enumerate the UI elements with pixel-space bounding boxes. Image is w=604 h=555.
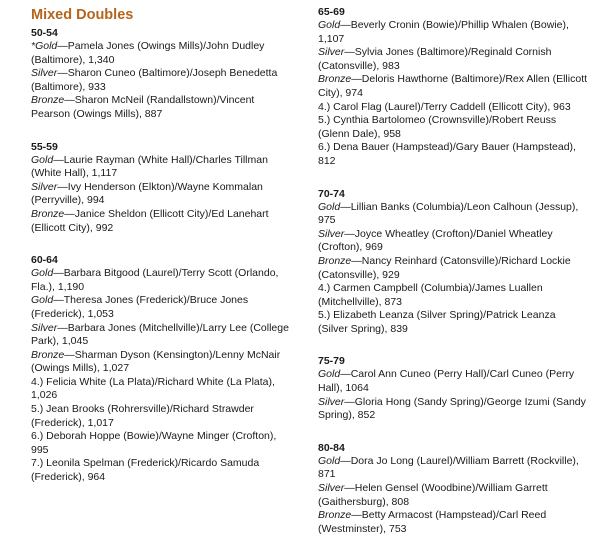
result-entry [318,114,588,141]
result-entry [318,73,588,100]
result-text: —Sharman Dyson (Kensington)/Lenny McNair (Owings Mills), 1,027 [31,348,281,375]
result-entry [31,403,293,430]
age-group-heading: 65-69 [318,6,345,18]
result-entry [31,457,293,484]
right-groups [318,6,588,536]
result-entry [318,482,588,509]
result-entry [318,228,588,255]
medal-label: Bronze [318,254,352,267]
medal-label: Gold [31,294,54,307]
result-entry [318,309,588,336]
age-group-heading: 75-79 [318,355,345,368]
result-entry [31,267,293,294]
result-entry [318,509,588,536]
medal-label: Gold [318,200,341,213]
result-text: —Laurie Rayman (White Hall)/Charles Tillman (White Hall), 1,117 [31,153,268,180]
medal-label: Silver [318,395,345,408]
result-entry [318,396,588,423]
result-text: 5.) Cynthia Bartolomeo (Crownsville)/Robert Reuss (Glenn Dale), 958 [318,114,557,140]
age-group [318,188,588,337]
result-text: 4.) Carmen Campbell (Columbia)/James Luallen (Mitchellville), 873 [318,282,543,308]
result-text: —Nancy Reinhard (Catonsville)/Richard Lockie (Catonsville), 929 [318,254,571,281]
result-text: —Barbara Bitgood (Laurel)/Terry Scott (Orlando, Fla.), 1,190 [31,267,279,293]
result-entry [31,376,293,403]
result-entry [318,455,588,482]
medal-label: Silver [31,321,58,334]
medal-label: Bronze [318,509,352,522]
result-entry [31,208,293,235]
medal-label: Bronze [31,94,65,107]
page-title: Mixed Doubles [31,7,134,23]
medal-label: *Gold [31,40,58,52]
result-text: 5.) Elizabeth Leanza (Silver Spring)/Patrick Leanza (Silver Spring), 839 [318,309,556,335]
result-text: 6.) Dena Bauer (Hampstead)/Gary Bauer (Hampstead), 812 [318,141,576,167]
result-text: —Beverly Cronin (Bowie)/Phillip Whalen (Bowie), 1,107 [318,19,569,45]
result-entry [318,255,588,282]
age-group-heading: 50-54 [31,27,58,39]
medal-label: Bronze [318,73,352,86]
result-entry [31,322,293,349]
age-group [31,141,293,236]
result-text: —Deloris Hawthorne (Baltimore)/Rex Allen (Ellicott City), 974 [318,73,588,99]
result-text: —Joyce Wheatley (Crofton)/Daniel Wheatley (Crofton), 969 [318,227,553,254]
result-text: —Helen Gensel (Woodbine)/William Garrett (Gaithersburg), 808 [318,482,548,508]
left-column [31,6,293,504]
result-entry [31,349,293,376]
result-text: —Theresa Jones (Frederick)/Bruce Jones (Frederick), 1,053 [31,294,249,320]
result-text: 4.) Carol Flag (Laurel)/Terry Caddell (Ellicott City), 963 [318,100,571,113]
result-text: —Sharon McNeil (Randallstown)/Vincent Pearson (Owings Mills), 887 [31,94,255,120]
result-text: —Dora Jo Long (Laurel)/William Barrett (Rockville), 871 [318,454,579,481]
result-entry [318,282,588,309]
result-entry [318,201,588,228]
result-text: —Barbara Jones (Mitchellville)/Larry Lee (College Park), 1,045 [31,321,289,348]
age-group [31,27,293,122]
result-entry [31,94,293,121]
age-group-heading: 70-74 [318,187,345,200]
result-entry [318,19,588,46]
result-text: —Gloria Hong (Sandy Spring)/George Izumi (Sandy Spring), 852 [318,395,586,422]
medal-label: Gold [318,368,341,381]
medal-label: Bronze [31,348,65,361]
result-text: —Lillian Banks (Columbia)/Leon Calhoun (Jessup), 975 [318,200,579,227]
result-entry [31,154,293,181]
result-entry [318,101,588,115]
medal-label: Gold [318,19,341,31]
left-groups [31,27,293,485]
medal-label: Silver [31,67,58,80]
result-text: —Betty Armacost (Hampstead)/Carl Reed (Westminster), 753 [318,509,547,535]
medal-label: Gold [31,267,54,280]
age-group-heading: 80-84 [318,441,345,454]
result-entry [31,40,293,67]
result-entry [31,67,293,94]
result-text: —Pamela Jones (Owings Mills)/John Dudley (Baltimore), 1,340 [31,40,265,66]
result-text: —Sharon Cuneo (Baltimore)/Joseph Benedetta (Baltimore), 933 [31,67,278,93]
medal-label: Silver [318,482,345,495]
medal-label: Silver [318,46,345,59]
age-group [318,355,588,422]
age-group [318,442,588,537]
age-group [31,254,293,485]
result-text: —Ivy Henderson (Elkton)/Wayne Kommalan (Perryville), 994 [31,180,263,207]
result-entry [31,430,293,457]
right-column [318,6,588,555]
age-group-heading: 55-59 [31,140,58,153]
result-entry [318,46,588,73]
result-entry [31,181,293,208]
result-text: 7.) Leonila Spelman (Frederick)/Ricardo Samuda (Frederick), 964 [31,457,260,484]
result-entry [318,368,588,395]
medal-label: Silver [318,227,345,240]
result-text: —Carol Ann Cuneo (Perry Hall)/Carl Cuneo (Perry Hall), 1064 [318,368,575,395]
result-text: —Janice Sheldon (Ellicott City)/Ed Lanehart (Ellicott City), 992 [31,207,269,234]
age-group-heading: 60-64 [31,254,58,267]
result-text: 6.) Deborah Hoppe (Bowie)/Wayne Minger (Crofton), 995 [31,430,277,456]
result-entry [318,141,588,168]
medal-label: Silver [31,180,58,193]
result-text: —Sylvia Jones (Baltimore)/Reginald Cornish (Catonsville), 983 [318,46,552,72]
medal-label: Gold [318,454,341,467]
result-text: 5.) Jean Brooks (Rohrersville)/Richard Strawder (Frederick), 1,017 [31,403,254,429]
medal-label: Bronze [31,207,65,220]
age-group [318,6,588,169]
result-text: 4.) Felicia White (La Plata)/Richard White (La Plata), 1,026 [31,375,275,402]
medal-label: Gold [31,153,54,166]
result-entry [31,294,293,321]
